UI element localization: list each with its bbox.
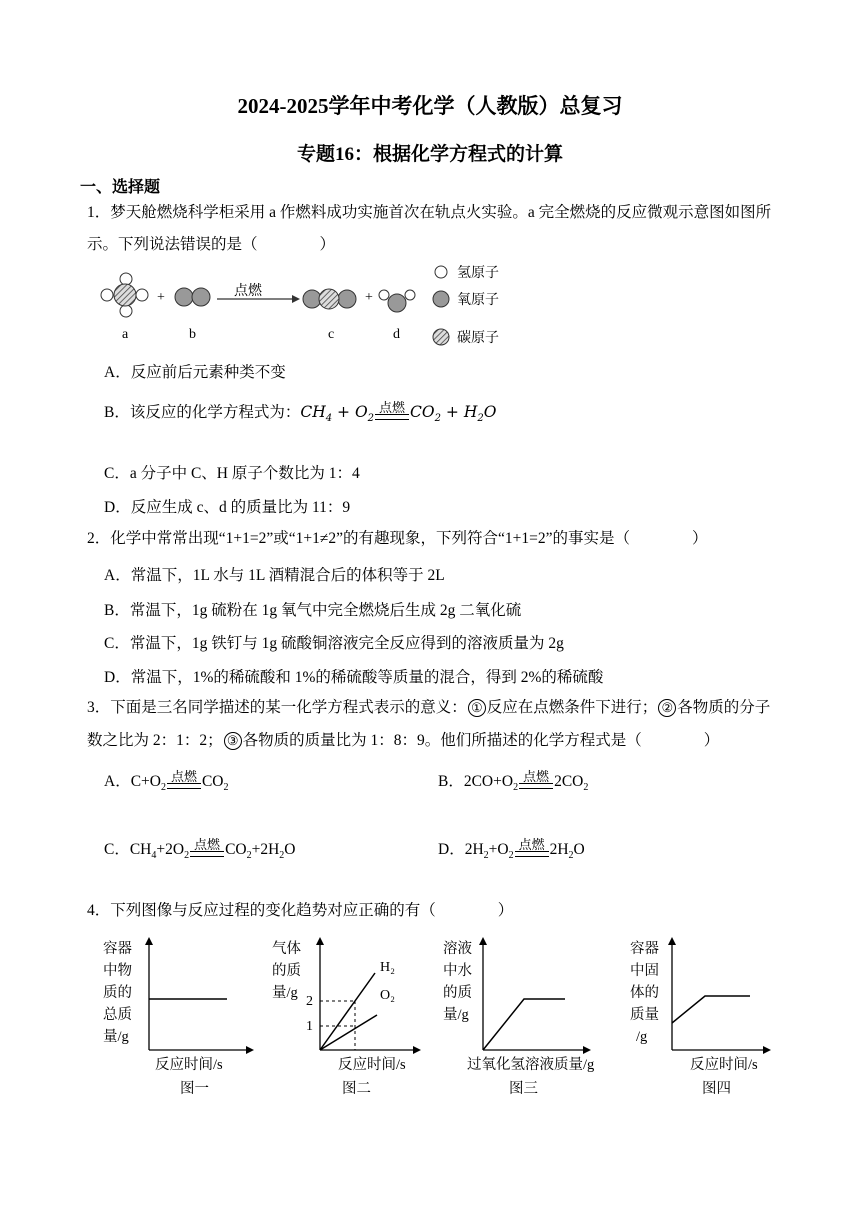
svg-text:溶液: 溶液 bbox=[443, 941, 472, 957]
label-c: c bbox=[328, 327, 335, 342]
svg-text:图四: 图四 bbox=[702, 1081, 731, 1097]
q1-option-a[interactable]: A．反应前后元素种类不变 bbox=[104, 364, 286, 381]
q4-graph-1 bbox=[95, 935, 265, 1100]
svg-text:总质: 总质 bbox=[103, 1007, 132, 1023]
svg-text:的质: 的质 bbox=[272, 963, 301, 979]
q1-stem-line2: 示。下列说法错误的是（ ） bbox=[87, 236, 336, 253]
q3-option-d[interactable]: D．$2H_2+O_2$ 点燃 $2H_2O$ bbox=[438, 837, 585, 862]
q2-option-a[interactable]: A．常温下，1L 水与 1L 酒精混合后的体积等于 2L bbox=[104, 567, 445, 584]
svg-text:量/g: 量/g bbox=[443, 1007, 469, 1023]
q1-molecule-figure bbox=[95, 265, 515, 350]
molecule-d bbox=[379, 290, 415, 312]
q3-stem-line1: 3．下面是三名同学描述的某一化学方程式表示的意义： ① 反应在点燃条件下进行； ② 各物质的分子 bbox=[87, 699, 771, 716]
legend-o-swatch bbox=[433, 291, 449, 307]
q3-option-a[interactable]: A．$C+O_2$ 点燃 $CO_2$ bbox=[104, 769, 229, 794]
g2-line-o2 bbox=[320, 1015, 377, 1050]
svg-text:反应时间/s: 反应时间/s bbox=[155, 1057, 223, 1073]
svg-text:图一: 图一 bbox=[180, 1081, 209, 1097]
q1-option-b[interactable]: B．该反应的化学方程式为：$CH_4 + O_2$ 点燃 $CO_2 + H_2O$ bbox=[104, 400, 497, 425]
svg-text:中固: 中固 bbox=[630, 963, 659, 979]
q1-option-c[interactable]: C．a 分子中 C、H 原子个数比为 1：4 bbox=[104, 465, 360, 482]
q1-option-d[interactable]: D．反应生成 c、d 的质量比为 11：9 bbox=[104, 499, 351, 516]
legend-c-swatch bbox=[433, 329, 449, 345]
svg-text:质的: 质的 bbox=[103, 985, 132, 1001]
svg-text:质量: 质量 bbox=[630, 1007, 659, 1023]
g4-line bbox=[672, 996, 750, 1023]
svg-text:1: 1 bbox=[306, 1019, 313, 1034]
svg-text:H₂: H₂ bbox=[380, 960, 395, 975]
svg-text:图二: 图二 bbox=[342, 1081, 371, 1097]
svg-text:中物: 中物 bbox=[103, 963, 132, 979]
section-heading: 一、选择题 bbox=[80, 179, 161, 196]
legend-o: 氧原子 bbox=[457, 293, 499, 308]
svg-text:体的: 体的 bbox=[630, 985, 659, 1001]
svg-text:的质: 的质 bbox=[443, 985, 472, 1001]
svg-text:中水: 中水 bbox=[443, 963, 472, 979]
svg-text:容器: 容器 bbox=[630, 941, 659, 957]
svg-text:反应时间/s: 反应时间/s bbox=[690, 1057, 758, 1073]
legend-c: 碳原子 bbox=[457, 331, 499, 346]
q2-option-b[interactable]: B．常温下，1g 硫粉在 1g 氧气中完全燃烧后生成 2g 二氧化硫 bbox=[104, 602, 522, 619]
svg-text:/g: /g bbox=[636, 1029, 648, 1045]
q2-stem: 2．化学中常常出现“1+1=2”或“1+1≠2”的有趣现象，下列符合“1+1=2”的事实是（ ） bbox=[87, 530, 708, 547]
molecule-b bbox=[175, 288, 210, 306]
molecule-c bbox=[303, 289, 356, 309]
q4-graph-3 bbox=[435, 935, 615, 1100]
svg-text:容器: 容器 bbox=[103, 941, 132, 957]
q4-stem: 4．下列图像与反应过程的变化趋势对应正确的有（ ） bbox=[87, 902, 514, 919]
q3-option-c[interactable]: C．$CH_4+2O_2$ 点燃 $CO_2+2H_2O$ bbox=[104, 837, 296, 862]
legend-h-swatch bbox=[435, 266, 447, 278]
q3-stem-line2: 数之比为 2：1：2； ③ 各物质的质量比为 1：8：9。他们所描述的化学方程式是（ ） bbox=[87, 732, 720, 749]
svg-text:2: 2 bbox=[306, 994, 313, 1009]
page-subtitle: 专题16：根据化学方程式的计算 bbox=[296, 144, 563, 165]
legend-h: 氢原子 bbox=[457, 266, 499, 281]
svg-text:过氧化氢溶液质量/g: 过氧化氢溶液质量/g bbox=[467, 1057, 595, 1073]
page-title: 2024-2025学年中考化学（人教版）总复习 bbox=[237, 94, 623, 118]
label-d: d bbox=[393, 327, 400, 342]
svg-text:量/g: 量/g bbox=[272, 985, 298, 1001]
q2-option-d[interactable]: D．常温下，1%的稀硫酸和 1%的稀硫酸等质量的混合，得到 2%的稀硫酸 bbox=[104, 669, 604, 686]
g3-line bbox=[483, 999, 565, 1050]
svg-text:O₂: O₂ bbox=[380, 988, 395, 1003]
svg-text:气体: 气体 bbox=[272, 941, 301, 957]
q1-stem-line1: 1．梦天舱燃烧科学柜采用 a 作燃料成功实施首次在轨点火实验。a 完全燃烧的反应微观示意图如图所 bbox=[87, 204, 772, 221]
label-a: a bbox=[122, 327, 129, 342]
label-b: b bbox=[189, 327, 196, 342]
q3-option-b[interactable]: B．$2CO+O_2$ 点燃 $2CO_2$ bbox=[438, 769, 589, 794]
arrow-label: 点燃 bbox=[234, 284, 262, 299]
plus-2: + bbox=[365, 290, 373, 305]
svg-text:量/g: 量/g bbox=[103, 1029, 129, 1045]
plus-1: + bbox=[157, 290, 165, 305]
g2-line-h2 bbox=[320, 973, 375, 1050]
q2-option-c[interactable]: C．常温下，1g 铁钉与 1g 硫酸铜溶液完全反应得到的溶液质量为 2g bbox=[104, 635, 564, 652]
q4-graph-2 bbox=[262, 935, 432, 1100]
svg-text:反应时间/s: 反应时间/s bbox=[338, 1057, 406, 1073]
svg-text:图三: 图三 bbox=[509, 1081, 538, 1097]
molecule-a bbox=[101, 273, 148, 317]
q4-graph-4 bbox=[620, 935, 800, 1100]
